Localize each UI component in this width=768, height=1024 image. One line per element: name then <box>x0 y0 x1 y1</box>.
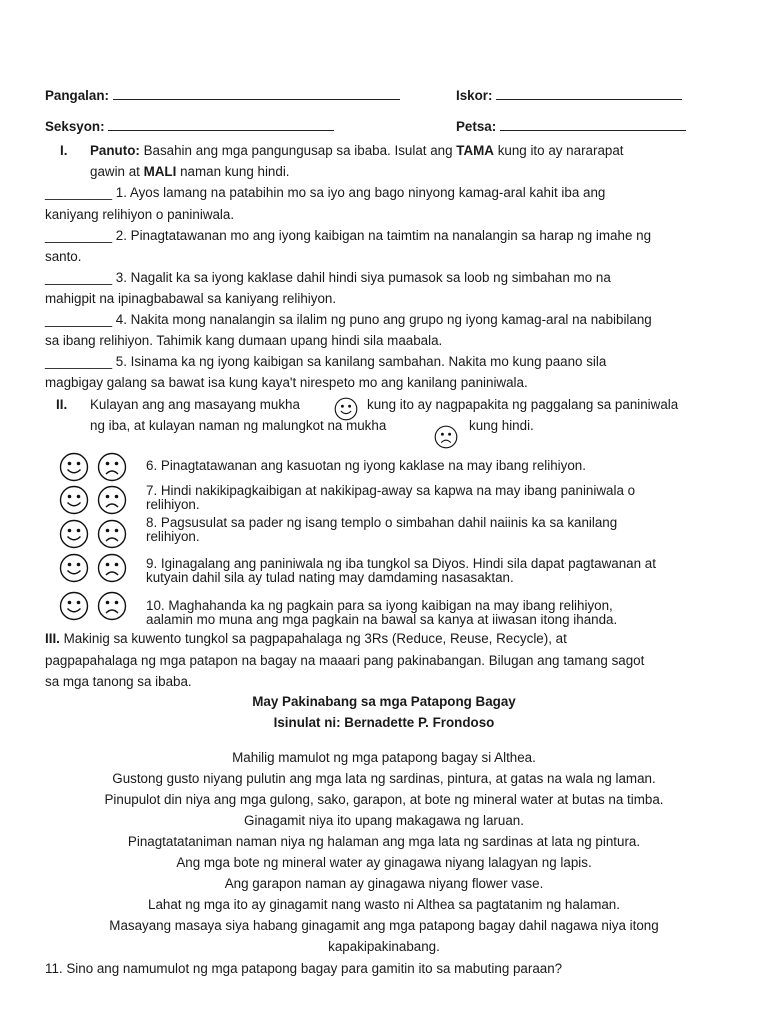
date-blank[interactable] <box>500 117 686 131</box>
score-field[interactable] <box>456 86 682 103</box>
part2-instructions-d: kung hindi. <box>469 418 534 433</box>
part2-instructions-a: Kulayan ang ang masayang mukha <box>90 397 300 412</box>
part1-item-4 <box>45 312 652 327</box>
score-blank[interactable] <box>496 86 682 100</box>
frowny-face-icon <box>434 425 458 449</box>
part2-item-7 <box>146 484 635 512</box>
frowny-face-icon[interactable] <box>97 452 127 482</box>
part1-item-1 <box>45 185 605 200</box>
part1-directions-line2 <box>90 164 290 179</box>
name-field[interactable] <box>45 86 400 103</box>
item-text-cont: mahigpit na ipinagbabawal sa kaniyang relihiyon. <box>45 291 337 306</box>
part2-item-9 <box>146 557 656 585</box>
story-line: Ginagamit niya ito upang makagawa ng laruan. <box>244 813 524 828</box>
part1-numeral: I. <box>60 143 68 158</box>
item-text-cont: kaniyang relihiyon o paniniwala. <box>45 207 235 222</box>
item-text: 5. Isinama ka ng iyong kaibigan sa kanilang sambahan. Nakita mo kung paano sila <box>115 354 607 369</box>
smiley-face-icon[interactable] <box>59 553 89 583</box>
part3-text-3: sa mga tanong sa ibaba. <box>45 674 192 689</box>
frowny-face-icon[interactable] <box>97 519 127 549</box>
smiley-face-icon[interactable] <box>59 519 89 549</box>
story-line: Ang garapon naman ay ginagawa niyang flower vase. <box>224 876 544 891</box>
part2-item-6 <box>146 459 586 473</box>
directions-text-d: naman kung hindi. <box>180 164 290 179</box>
item-text: 3. Nagalit ka sa iyong kaklase dahil hindi siya pumasok sa loob ng simbahan mo na <box>115 270 611 285</box>
item-text-cont: magbigay galang sa bawat isa kung kaya't nirespeto mo ang kanilang paniniwala. <box>45 375 528 390</box>
item-text: 10. Maghahanda ka ng pagkain para sa iyong kaibigan na may ibang relihiyon, <box>146 598 613 613</box>
date-label: Petsa: <box>456 119 497 134</box>
story-line: Masayang masaya siya habang ginagamit ang mga patapong bagay dahil nagawa niya itong <box>109 918 659 933</box>
question-11: 11. Sino ang namumulot ng mga patapong bagay para gamitin ito sa mabuting paraan? <box>45 961 563 976</box>
story-line: Gustong gusto niyang pulutin ang mga lata ng sardinas, pintura, at gatas na wala ng laman. <box>112 771 656 786</box>
section-blank[interactable] <box>108 117 334 131</box>
part1-directions-line1 <box>90 143 624 158</box>
face-choice-10 <box>59 591 127 621</box>
part3-text-2: pagpapahalaga ng mga patapon na bagay na maaari pang pakinabangan. Bilugan ang tamang sagot <box>45 653 645 668</box>
item-text-cont: santo. <box>45 249 82 264</box>
part2-numeral: II. <box>56 397 68 412</box>
story-title: May Pakinabang sa mga Patapong Bagay <box>252 694 516 709</box>
item-text-cont: relihiyon. <box>146 529 200 544</box>
face-choice-6 <box>59 452 127 482</box>
part3-numeral: III. <box>45 631 60 646</box>
story-line: Pinupulot din niya ang mga gulong, sako, garapon, at bote ng mineral water at butas na timba. <box>104 792 664 807</box>
item-text: 7. Hindi nakikipagkaibigan at nakikipag-away sa kapwa na may ibang paniniwala o <box>146 483 636 498</box>
answer-blank[interactable]: _________ <box>45 354 113 369</box>
face-choice-7 <box>59 485 127 515</box>
item-text: 1. Ayos lamang na patabihin mo sa iyo ang bago ninyong kamag-aral kahit iba ang <box>115 185 606 200</box>
answer-blank[interactable]: _________ <box>45 312 113 327</box>
part2-instructions-b: kung ito ay nagpapakita ng paggalang sa paniniwala <box>367 397 679 412</box>
item-text-cont: aalamin mo muna ang mga pagkain na bawal sa kanya at iiwasan itong ihanda. <box>146 612 618 627</box>
face-choice-8 <box>59 519 127 549</box>
item-text-cont: relihiyon. <box>146 497 200 512</box>
story-line: Pinagtatataniman naman niya ng halaman ang mga lata ng sardinas at lata ng pintura. <box>127 834 641 849</box>
date-field[interactable] <box>456 117 686 134</box>
section-field[interactable] <box>45 117 334 134</box>
face-choice-9 <box>59 553 127 583</box>
item-text: 8. Pagsusulat sa pader ng isang templo o simbahan dahil naiinis ka sa kanilang <box>146 515 618 530</box>
mali-word: MALI <box>143 164 177 179</box>
smiley-face-icon[interactable] <box>59 485 89 515</box>
story-author: Isinulat ni: Bernadette P. Frondoso <box>273 715 495 730</box>
story-line: kapakipakinabang. <box>328 939 440 954</box>
frowny-face-icon[interactable] <box>97 553 127 583</box>
part2-item-10 <box>146 599 617 627</box>
item-text-cont: kutyain dahil sila ay tulad nating may damdaming nasasaktan. <box>146 570 514 585</box>
part2-item-8 <box>146 516 617 544</box>
directions-text-a: Basahin ang mga pangungusap sa ibaba. Isulat ang <box>143 143 453 158</box>
item-text: 9. Iginagalang ang paniniwala ng iba tungkol sa Diyos. Hindi sila dapat pagtawanan at <box>146 556 656 571</box>
tama-word: TAMA <box>456 143 494 158</box>
answer-blank[interactable]: _________ <box>45 228 113 243</box>
score-label: Iskor: <box>456 88 493 103</box>
part3-line1 <box>45 631 567 646</box>
story-line: Lahat ng mga ito ay ginagamit nang wasto ni Althea sa pagtatanim ng halaman. <box>148 897 620 912</box>
story-line: Ang mga bote ng mineral water ay ginagawa niyang lalagyan ng lapis. <box>176 855 592 870</box>
section-label: Seksyon: <box>45 119 105 134</box>
part2-instructions-c: ng iba, at kulayan naman ng malungkot na mukha <box>90 418 387 433</box>
directions-label: Panuto: <box>90 143 140 158</box>
answer-blank[interactable]: _________ <box>45 270 113 285</box>
item-text: 6. Pinagtatawanan ang kasuotan ng iyong kaklase na may ibang relihiyon. <box>146 458 586 473</box>
item-text: 2. Pinagtatawanan mo ang iyong kaibigan na taimtim na nanalangin sa harap ng imahe ng <box>115 228 652 243</box>
frowny-face-icon[interactable] <box>97 485 127 515</box>
part1-item-3 <box>45 270 611 285</box>
smiley-face-icon[interactable] <box>59 452 89 482</box>
directions-text-c: gawin at <box>90 164 140 179</box>
item-text-cont: sa ibang relihiyon. Tahimik kang dumaan upang hindi sila maabala. <box>45 333 443 348</box>
name-blank[interactable] <box>113 86 400 100</box>
part3-text-1: Makinig sa kuwento tungkol sa pagpapahalaga ng 3Rs (Reduce, Reuse, Recycle), at <box>63 631 567 646</box>
answer-blank[interactable]: _________ <box>45 185 113 200</box>
story-line: Mahilig mamulot ng mga patapong bagay si Althea. <box>232 750 536 765</box>
directions-text-b: kung ito ay nararapat <box>497 143 624 158</box>
name-label: Pangalan: <box>45 88 109 103</box>
part1-item-2 <box>45 228 651 243</box>
item-text: 4. Nakita mong nanalangin sa ilalim ng puno ang grupo ng iyong kamag-aral na nabibilang <box>115 312 652 327</box>
smiley-face-icon[interactable] <box>59 591 89 621</box>
frowny-face-icon[interactable] <box>97 591 127 621</box>
part1-item-5 <box>45 354 606 369</box>
